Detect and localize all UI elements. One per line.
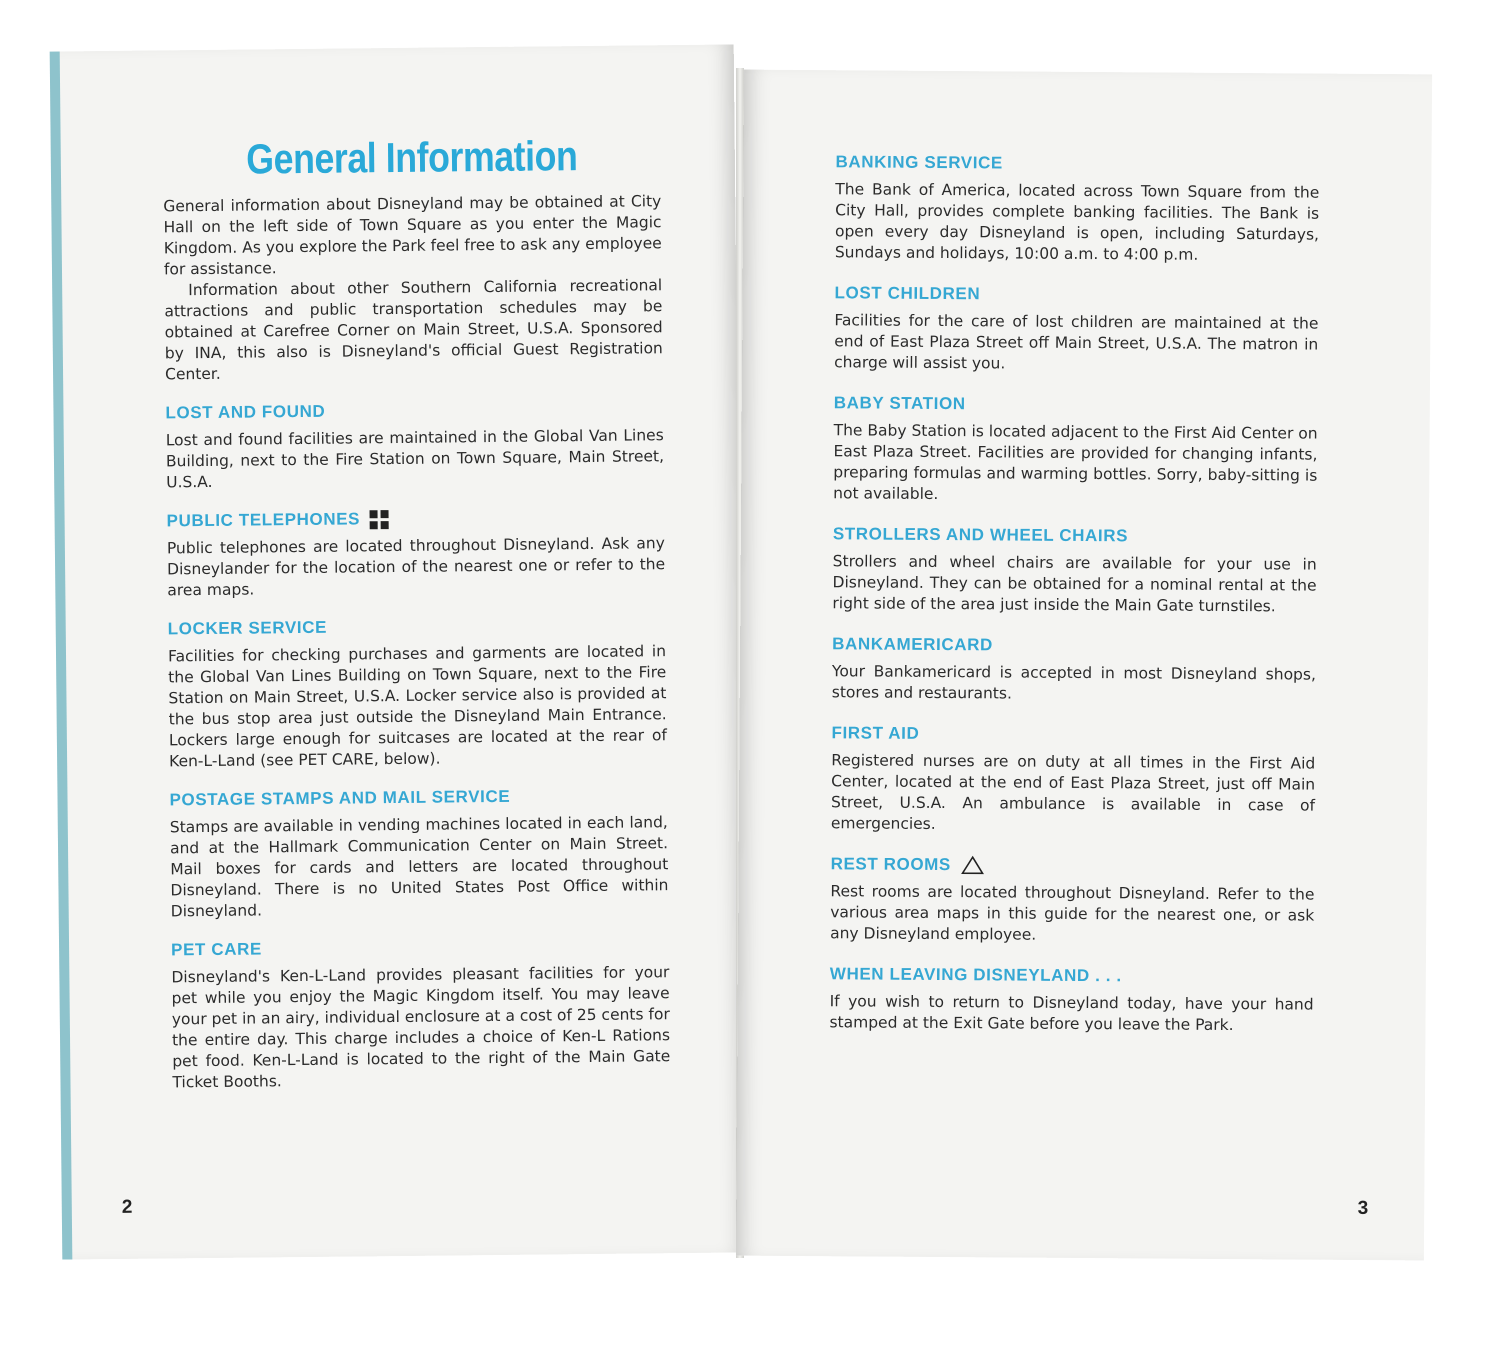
section-body: Facilities for checking purchases and garments are located in the Global Van Lines Building on Town Square, next to the Fire Station on Main Street, U.S.A. Locker service also is provided at the bus stop area just outside the Disneyland Main Entrance. Lockers large enough for suitcases are located at the rear of Ken-L-Land (see PET CARE, below). (167, 642, 667, 771)
section-body: Disneyland's Ken-L-Land provides pleasant facilities for your pet while you enjoy the Magic Kingdom itself. You may leave your pet in an airy, individual enclosure at a cost of 25 cents for the entire day. This charge includes a choice of Ken-L Rations pet food. Ken-L-Land is located to the right of the Main Gate Ticket Booths. (171, 963, 671, 1092)
section-heading: WHEN LEAVING DISNEYLAND . . . (829, 964, 1122, 986)
section-heading: STROLLERS AND WHEEL CHAIRS (832, 524, 1129, 546)
triangle-icon (961, 855, 985, 875)
intro-paragraph: General information about Disneyland may be obtained at City Hall on the left side of Town Square as you enter the Magic Kingdom. As you explore the Park feel free to ask any employee for assistance. (163, 192, 662, 279)
section-when-leaving (829, 964, 1313, 1036)
section-lost-children (834, 283, 1319, 376)
section-lost-and-found (165, 398, 664, 493)
section-heading: REST ROOMS (831, 854, 1315, 877)
section-pet-care (171, 935, 671, 1093)
section-body: If you wish to return to Disneyland today, have your hand stamped at the Exit Gate before you leave the Park. (829, 992, 1314, 1035)
section-heading: BANKAMERICARD (832, 634, 994, 655)
section-public-telephones (167, 506, 666, 601)
section-heading: PET CARE (171, 939, 262, 960)
left-page (50, 44, 747, 1259)
section-heading: FIRST AID (831, 723, 920, 743)
section-postage-stamps (169, 785, 668, 922)
page-title: General Information (246, 132, 578, 183)
section-heading: POSTAGE STAMPS AND MAIL SERVICE (169, 786, 511, 810)
open-booklet (56, 48, 1428, 1256)
section-heading: BANKING SERVICE (835, 152, 1003, 173)
section-heading: LOCKER SERVICE (167, 617, 328, 639)
right-page (736, 70, 1432, 1261)
section-body: Registered nurses are on duty at all times in the First Aid Center, located at the end of East Plaza Street, just off Main Street, U.S.A. An ambulance is available in case of emergencies. (830, 751, 1316, 833)
section-heading: LOST AND FOUND (165, 401, 326, 423)
section-heading: BABY STATION (833, 393, 966, 414)
section-banking-service (835, 152, 1320, 266)
section-body: Public telephones are located throughout Disneyland. Ask any Disneylander for the location of the nearest one or refer to the area maps. (166, 534, 666, 600)
section-body: Your Bankamericard is accepted in most Disneyland shops, stores and restaurants. (831, 662, 1317, 703)
section-heading: LOST CHILDREN (834, 283, 981, 304)
section-rest-rooms (830, 854, 1315, 947)
section-strollers (832, 524, 1317, 617)
section-body: Facilities for the care of lost children are maintained at the end of East Plaza Street off Main Street, U.S.A. The matron in charge will assist you. (834, 311, 1319, 373)
page-number: 3 (1357, 1197, 1369, 1219)
section-body: Lost and found facilities are maintained in the Global Van Lines Building, next to the Fire Station on Town Square, Main Street, U.S.A. (165, 426, 665, 492)
telephone-grid-icon (370, 510, 389, 529)
section-first-aid (831, 723, 1316, 837)
section-body: Strollers and wheel chairs are available for your use in Disneyland. They can be obtained for a nominal rental at the right side of the area just inside the Main Gate turnstiles. (832, 552, 1317, 616)
page-number: 2 (121, 1196, 133, 1218)
section-heading: PUBLIC TELEPHONES (167, 506, 665, 531)
section-body: Stamps are available in vending machines located in each land, and at the Hallmark Communication Center on Main Street. Mail boxes for cards and letters are located throughout Disneyland. There is no United States Post Office within Disneyland. (169, 813, 669, 921)
section-baby-station (833, 393, 1318, 507)
intro-text (163, 191, 663, 385)
section-bankamericard (832, 634, 1316, 706)
section-body: The Baby Station is located adjacent to the First Aid Center on East Plaza Street. Facilities are provided for changing infants, preparing formulas and warming bottles. Sorry, baby-sitting is not available. (833, 421, 1318, 503)
section-locker-service (168, 614, 668, 772)
section-body: The Bank of America, located across Town Square from the City Hall, provides complete banking facilities. The Bank is open every day Disneyland is open, including Saturdays, Sundays and holidays, 10:00 a.m. to 4:00 p.m. (834, 180, 1320, 264)
intro-paragraph: Information about other Southern California recreational attractions and public transportation schedules may be obtained at Carefree Corner on Main Street, U.S.A. Sponsored by INA, this also is Disneyland's official Guest Registration Center. (164, 276, 663, 384)
section-body: Rest rooms are located throughout Disneyland. Refer to the various area maps in this guide for the nearest one, or ask any Disneyland employee. (830, 882, 1315, 944)
